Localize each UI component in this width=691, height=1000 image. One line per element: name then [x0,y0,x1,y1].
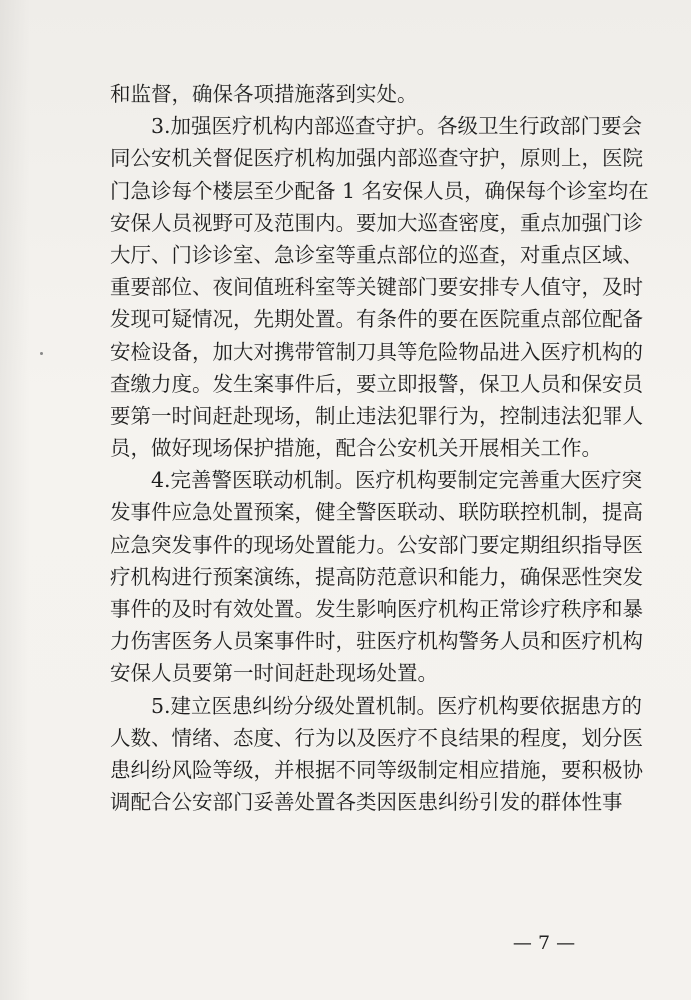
text-line: 应急突发事件的现场处置能力。公安部门要定期组织指导医 [110,532,643,557]
text-line: 调配合公安部门妥善处置各类因医患纠纷引发的群体性事 [110,790,623,815]
page-edge-shadow [0,0,30,1000]
text-line: 发现可疑情况，先期处置。有条件的要在医院重点部位配备 [110,307,643,332]
body-text [110,78,649,818]
text-line: 力伤害医务人员案事件时，驻医疗机构警务人员和医疗机构 [110,629,643,654]
text-line: 发事件应急处置预案，健全警医联动、联防联控机制，提高 [110,500,643,525]
text-line: 患纠纷风险等级，并根据不同等级制定相应措施，要积极协 [110,757,643,782]
text-line: 安保人员要第一时间赶赴现场处置。 [110,661,438,686]
text-line: 安保人员视野可及范围内。要加大巡查密度，重点加强门诊 [110,210,643,235]
page-number: — 7 — [512,932,576,954]
text-line: 重要部位、夜间值班科室等关键部门要安排专人值守，及时 [110,275,643,300]
text-line: 3.加强医疗机构内部巡查守护。各级卫生行政部门要会 [151,114,643,139]
text-line: 查缴力度。发生案事件后，要立即报警，保卫人员和保安员 [110,371,643,396]
text-line: 门急诊每个楼层至少配备 1 名安保人员，确保每个诊室均在 [110,178,649,203]
text-line: 安检设备，加大对携带管制刀具等危险物品进入医疗机构的 [110,339,643,364]
text-line: 要第一时间赶赴现场，制止违法犯罪行为，控制违法犯罪人 [110,403,643,428]
scan-speck [40,352,43,355]
text-line: 疗机构进行预案演练，提高防范意识和能力，确保恶性突发 [110,564,643,589]
text-line: 事件的及时有效处置。发生影响医疗机构正常诊疗秩序和暴 [110,597,643,621]
text-line: 和监督，确保各项措施落到实处。 [110,82,418,106]
text-line: 人数、情绪、态度、行为以及医疗不良结果的程度，划分医 [110,725,643,750]
text-line: 大厅、门诊诊室、急诊室等重点部位的巡查，对重点区域、 [110,242,643,267]
text-line: 4.完善警医联动机制。医疗机构要制定完善重大医疗突 [151,468,643,493]
text-line: 5.建立医患纠纷分级处置机制。医疗机构要依据患方的 [151,693,643,718]
text-line: 同公安机关督促医疗机构加强内部巡查守护，原则上，医院 [110,146,643,171]
text-line: 员，做好现场保护措施，配合公安机关开展相关工作。 [110,436,602,461]
